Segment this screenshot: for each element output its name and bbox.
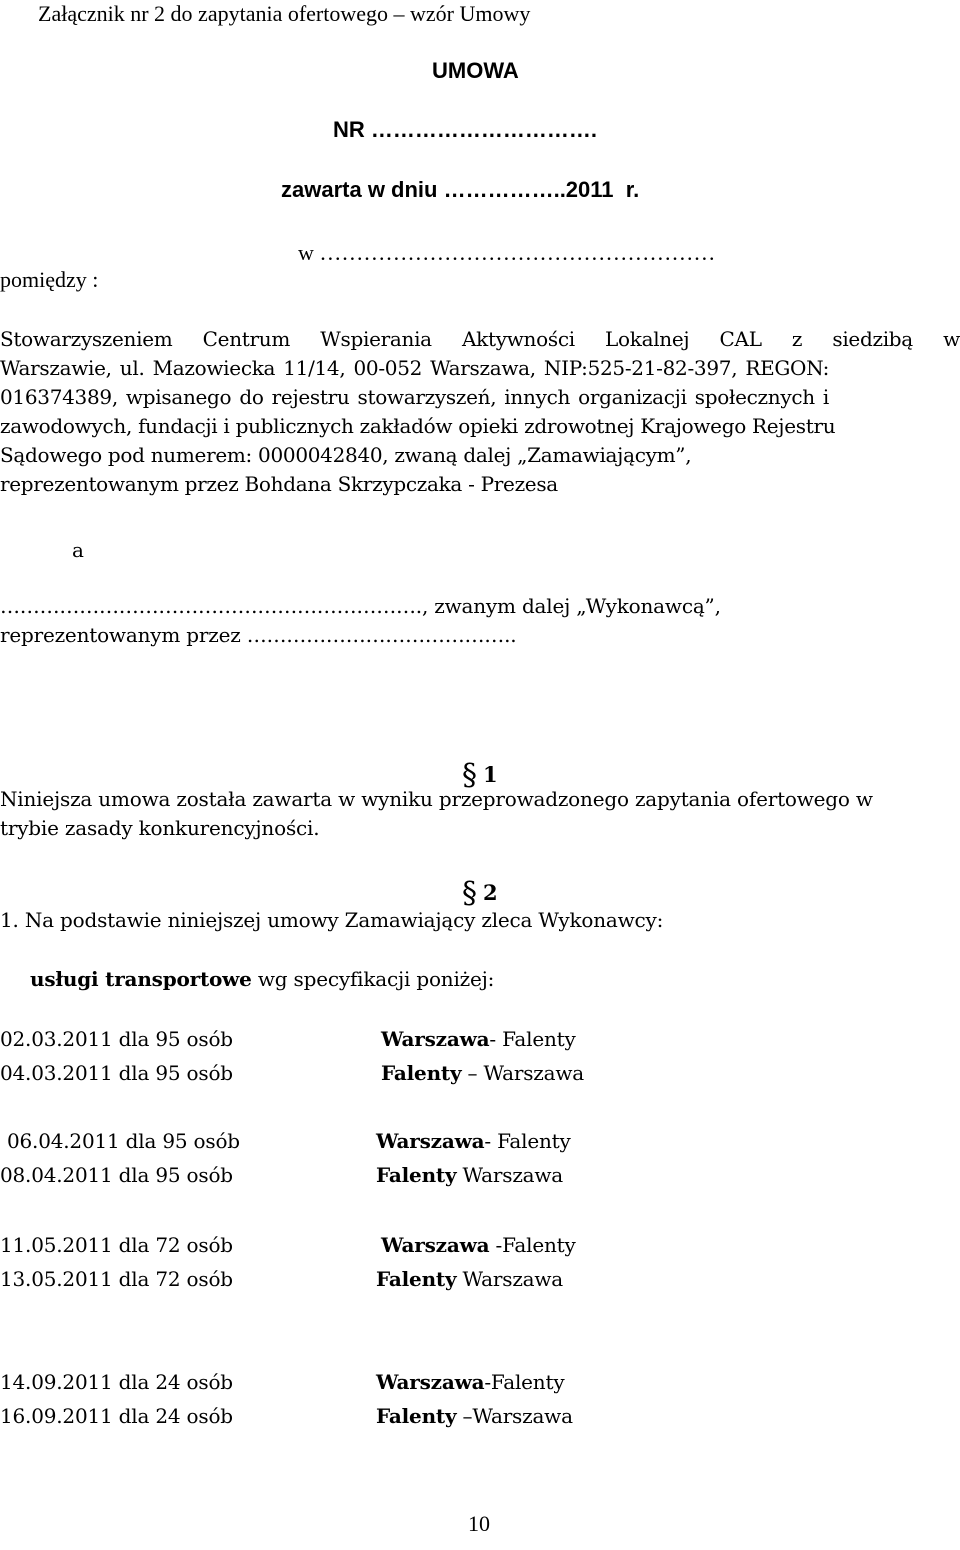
trip-route: Falenty –Warszawa — [376, 1404, 573, 1428]
service-name: usługi transportowe — [30, 967, 252, 991]
trip-date: 13.05.2011 dla 72 osób — [0, 1267, 233, 1291]
trip-route: Warszawa- Falenty — [376, 1129, 571, 1153]
trip-route: Falenty Warszawa — [376, 1163, 564, 1187]
section-2-intro: 1. Na podstawie niniejszej umowy Zamawiający zleca Wykonawcy: — [0, 908, 664, 932]
between-label: pomiędzy : — [0, 267, 99, 292]
trip-date: 04.03.2011 dla 95 osób — [0, 1061, 233, 1085]
trip-route: Warszawa-Falenty — [376, 1370, 565, 1394]
trip-date: 16.09.2011 dla 24 osób — [0, 1404, 233, 1428]
section-number: 1 — [483, 762, 498, 787]
contract-number-line: NR …………………………. — [333, 117, 597, 142]
contract-date-line: zawarta w dniu ……………..2011 r. — [281, 177, 640, 202]
trip-route: Falenty – Warszawa — [381, 1061, 584, 1085]
party1-line-1: Stowarzyszeniem Centrum Wspierania Aktywności Lokalnej CAL z siedzibą w — [0, 327, 960, 351]
trip-date: 08.04.2011 dla 95 osób — [0, 1163, 233, 1187]
attachment-title: Załącznik nr 2 do zapytania ofertowego – wzór Umowy — [38, 1, 531, 26]
page-number: 10 — [468, 1511, 490, 1536]
section-number: 2 — [483, 880, 498, 905]
trip-route: Falenty Warszawa — [376, 1267, 564, 1291]
trip-date: 02.03.2011 dla 95 osób — [0, 1027, 233, 1051]
section-1-line-2: trybie zasady konkurencyjności. — [0, 816, 320, 840]
trip-date: 14.09.2011 dla 24 osób — [0, 1370, 233, 1394]
party2-line-1: ………………………………………………………., zwanym dalej „Wykonawcą”, — [0, 594, 721, 618]
section-symbol: § — [462, 876, 477, 911]
section-2-heading — [462, 876, 498, 911]
contract-place-line: w ……………………………………………… — [298, 240, 716, 265]
party1-paragraph — [0, 325, 960, 499]
party1-line-2: Warszawie, ul. Mazowiecka 11/14, 00-052 Warszawa, NIP:525-21-82-397, REGON: — [0, 356, 830, 380]
party2-line-2: reprezentowanym przez ………………………………….. — [0, 623, 517, 647]
trip-route: Warszawa- Falenty — [381, 1027, 576, 1051]
service-line — [30, 967, 494, 991]
party1-line-3: 016374389, wpisanego do rejestru stowarzyszeń, innych organizacji społecznych i — [0, 385, 830, 409]
party1-line-4: zawodowych, fundacji i publicznych zakładów opieki zdrowotnej Krajowego Rejestru — [0, 414, 836, 438]
trip-route: Warszawa -Falenty — [381, 1233, 576, 1257]
party1-line-6: reprezentowanym przez Bohdana Skrzypczaka - Prezesa — [0, 472, 558, 496]
conjunction-a: a — [72, 538, 84, 562]
trip-date: 11.05.2011 dla 72 osób — [0, 1233, 233, 1257]
service-rest: wg specyfikacji poniżej: — [251, 967, 495, 991]
section-1-line-1: Niniejsza umowa została zawarta w wyniku przeprowadzonego zapytania ofertowego w — [0, 787, 873, 811]
party1-line-5: Sądowego pod numerem: 0000042840, zwaną dalej „Zamawiającym”, — [0, 443, 692, 467]
trip-date: 06.04.2011 dla 95 osób — [7, 1129, 240, 1153]
document-title: UMOWA — [432, 58, 519, 83]
section-symbol: § — [462, 758, 477, 793]
